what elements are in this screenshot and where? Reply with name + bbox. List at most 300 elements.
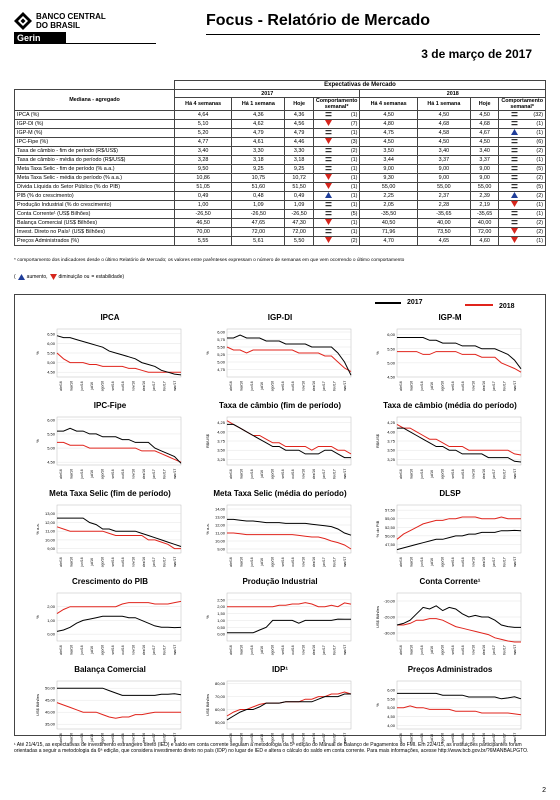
y-tick-label: 9,00 [47,546,55,552]
x-tick-label: out/16 [121,469,126,479]
x-tick-label: jun/16 [419,645,424,655]
x-tick-label: fev/17 [332,557,337,567]
plot-frame [227,593,351,641]
chart-plot [205,325,355,393]
x-tick-label: jul/16 [90,381,95,391]
chart-9 [35,577,185,657]
y-tick-label: 5,50 [217,344,225,350]
chart-plot [375,413,525,481]
y-tick-label: 0,00 [217,631,225,637]
down-triangle-icon [325,183,332,189]
x-tick-label: fev/17 [332,381,337,391]
y-tick-label: 4,00 [217,429,225,435]
x-tick-label: mar/17 [342,468,347,480]
weeks-count: (5) [529,183,545,192]
weeks-count: (1) [344,174,360,183]
x-tick-label: jan/17 [152,557,157,567]
trend-cell [313,129,343,138]
x-tick-label: abr/16 [59,557,64,567]
x-tick-label: dez/16 [141,380,146,392]
trend-cell [313,174,343,183]
series-2017-line [397,428,521,462]
x-tick-label: ago/16 [440,732,445,744]
x-tick-label: jan/17 [152,645,157,655]
value-cell: 0,48 [232,192,285,201]
y-tick-label: 5,00 [387,705,395,711]
x-tick-label: jan/17 [322,381,327,391]
report-date: 3 de março de 2017 [421,47,532,61]
x-tick-label: out/16 [461,469,466,479]
x-tick-label: abr/16 [399,733,404,743]
trend-cell [313,111,343,120]
weeks-count: (1) [344,183,360,192]
value-cell: 10,72 [285,174,313,183]
x-tick-label: fev/17 [502,469,507,479]
y-axis-label: % [205,351,210,355]
y-tick-label: 52,50 [384,524,395,530]
row-label: Produção Industrial (% do crescimento) [15,201,175,210]
table-row [15,174,546,183]
trend-cell [313,138,343,147]
legend-eq: = estabilidade) [91,274,125,280]
x-tick-label: jun/16 [419,469,424,479]
x-tick-label: out/16 [291,733,296,743]
x-tick-label: set/16 [450,645,455,655]
series-2017-line [227,694,351,720]
x-tick-label: jun/16 [79,469,84,479]
series-legend-lines [365,299,545,313]
y-tick-label: 10,00 [214,538,225,544]
value-cell: 9,30 [360,174,417,183]
y-tick-label: 60,00 [214,707,225,713]
y-tick-label: 4,75 [217,367,225,372]
series-2017-line [57,336,181,375]
x-tick-label: mar/17 [512,644,517,656]
value-cell: 3,50 [360,147,417,156]
y-tick-label: 5,00 [47,445,55,451]
x-tick-label: dez/16 [311,380,316,392]
value-cell: 71,96 [360,228,417,237]
y-axis-label: % [35,351,40,355]
chart-11 [375,577,525,657]
table-row [15,156,546,165]
y-tick-label: 2,00 [217,604,225,610]
page-title: Focus - Relatório de Mercado [206,12,431,29]
trend-cell [499,192,529,201]
value-cell: 1,00 [175,201,232,210]
x-tick-label: jun/16 [249,381,254,391]
x-tick-label: jan/17 [492,381,497,391]
x-tick-label: abr/16 [229,469,234,479]
equal-icon [511,219,518,225]
x-tick-label: jan/17 [492,469,497,479]
x-tick-label: abr/16 [399,645,404,655]
column-header-2017-2: Hoje [285,98,313,111]
x-tick-label: jan/17 [492,733,497,743]
value-cell: 9,00 [470,165,498,174]
y-tick-label: 13,00 [214,514,225,520]
trend-cell [313,120,343,129]
x-tick-label: out/16 [291,469,296,479]
table-row [15,219,546,228]
chart-plot [35,589,185,657]
chart-plot [375,325,525,393]
series-2017-line [397,530,521,549]
table-row [15,201,546,210]
value-cell: 1,09 [232,201,285,210]
value-cell: 3,30 [285,147,313,156]
y-tick-label: 5,50 [47,431,55,437]
x-tick-label: nov/16 [131,468,136,480]
weeks-count: (32) [529,111,545,120]
y-tick-label: 2,50 [217,597,225,603]
chart-8 [375,489,525,569]
series-2017-line [57,428,181,463]
value-cell: 3,30 [232,147,285,156]
x-tick-label: fev/17 [502,557,507,567]
row-label: IPC-Fipe (%) [15,138,175,147]
y-tick-label: 0,00 [47,631,55,637]
row-label: Preços Administrados (%) [15,237,175,246]
x-tick-label: jun/16 [249,645,254,655]
series-2017-line [57,688,181,695]
y-tick-label: 40,00 [44,709,55,715]
x-tick-label: jan/17 [492,645,497,655]
weeks-count: (2) [344,237,360,246]
trend-cell [499,174,529,183]
x-tick-label: set/16 [450,469,455,479]
value-cell: 4,50 [417,138,470,147]
x-tick-label: mar/17 [342,380,347,392]
x-tick-label: mar/17 [512,556,517,568]
x-tick-label: nov/16 [301,380,306,392]
series-2018-line [57,601,181,613]
plot-frame [57,505,181,553]
y-axis-label: % a.a. [205,523,210,535]
x-tick-label: mar/17 [512,380,517,392]
x-tick-label: dez/16 [481,644,486,656]
weeks-count: (2) [529,174,545,183]
x-tick-label: jun/16 [419,381,424,391]
row-label: Meta Taxa Selic - fim de período (% a.a.) [15,165,175,174]
value-cell: 4,70 [360,237,417,246]
x-tick-label: mai/16 [239,380,244,392]
x-tick-label: nov/16 [471,556,476,568]
y-tick-label: 13,00 [44,511,55,517]
chart-title: IDP¹ [272,665,288,674]
x-tick-label: set/16 [450,557,455,567]
x-tick-label: dez/16 [481,380,486,392]
chart-title: Taxa de câmbio (fim de período) [218,401,342,410]
value-cell: 72,00 [232,228,285,237]
chart-plot [375,501,525,569]
y-tick-label: 1,00 [47,617,55,623]
series-2018-line [227,603,351,607]
y-tick-label: 3,75 [217,438,225,444]
value-cell: 72,00 [285,228,313,237]
y-tick-label: -30,00 [383,630,395,636]
y-tick-label: 4,50 [47,369,55,375]
column-header-2017-1: Há 1 semana [232,98,285,111]
chart-title: Meta Taxa Selic (média do período) [213,489,347,498]
x-tick-label: mai/16 [239,644,244,656]
down-triangle-icon [325,138,332,144]
x-tick-label: out/16 [121,557,126,567]
chart-plot [35,325,185,393]
column-header-2018-1: Há 1 semana [417,98,470,111]
value-cell: 72,00 [470,228,498,237]
y-tick-label: 6,00 [217,329,225,335]
row-label: Taxa de câmbio - média do período (R$/US$) [15,156,175,165]
value-cell: 3,18 [285,156,313,165]
value-cell: 5,20 [175,129,232,138]
value-cell: 40,00 [470,219,498,228]
trend-cell [313,201,343,210]
x-tick-label: out/16 [461,381,466,391]
x-tick-label: abr/16 [229,381,234,391]
x-tick-label: ago/16 [100,468,105,480]
equal-icon [325,147,332,153]
value-cell: 0,49 [175,192,232,201]
y-tick-label: 5,50 [47,350,55,356]
x-tick-label: dez/16 [141,468,146,480]
x-tick-label: nov/16 [471,380,476,392]
value-cell: -26,50 [285,210,313,219]
column-header-2017-3: Comportamento semanal* [313,98,360,111]
weeks-count: (1) [344,192,360,201]
down-triangle-icon [50,274,57,280]
value-cell: 3,18 [232,156,285,165]
x-tick-label: mar/17 [172,732,177,744]
y-tick-label: 35,00 [44,721,55,727]
y-tick-label: 5,00 [47,360,55,366]
y-tick-label: 5,00 [387,360,395,366]
y-tick-label: 4,50 [47,459,55,465]
trend-cell [313,192,343,201]
x-tick-label: fev/17 [332,645,337,655]
equal-icon [511,165,518,171]
chart-title: Conta Corrente¹ [419,577,481,586]
x-tick-label: set/16 [280,645,285,655]
x-tick-label: jul/16 [430,381,435,391]
x-tick-label: jul/16 [90,469,95,479]
table-row [15,120,546,129]
value-cell: 4,75 [360,129,417,138]
table-row [15,228,546,237]
up-triangle-icon [511,192,518,198]
y-tick-label: 4,00 [387,429,395,435]
x-tick-label: out/16 [461,557,466,567]
x-tick-label: fev/17 [332,733,337,743]
x-tick-label: out/16 [461,733,466,743]
x-tick-label: fev/17 [502,733,507,743]
value-cell: 73,50 [417,228,470,237]
value-cell: 5,50 [285,237,313,246]
weeks-count: (1) [529,201,545,210]
x-tick-label: jun/16 [79,557,84,567]
x-tick-label: out/16 [121,645,126,655]
x-tick-label: abr/16 [59,381,64,391]
trend-cell [499,210,529,219]
chart-2 [375,313,525,393]
x-tick-label: abr/16 [399,381,404,391]
chart-6 [35,489,185,569]
table-row [15,147,546,156]
y-tick-label: 6,00 [387,332,395,338]
trend-cell [313,156,343,165]
y-tick-label: 0,50 [217,624,225,630]
x-tick-label: set/16 [110,381,115,391]
chart-10 [205,577,355,657]
value-cell: -35,50 [360,210,417,219]
equal-icon [511,183,518,189]
chart-title: Crescimento do PIB [71,577,148,586]
trend-cell [499,147,529,156]
y-tick-label: 50,00 [44,685,55,691]
chart-plot [205,677,355,745]
row-label: IGP-DI (%) [15,120,175,129]
x-tick-label: mai/16 [69,732,74,744]
equal-icon [325,210,332,216]
value-cell: 70,00 [175,228,232,237]
table-body [15,111,546,246]
x-tick-label: mar/17 [512,468,517,480]
page-number: 2 [542,787,546,794]
plot-frame [57,593,181,641]
chart-title: Preços Administrados [407,665,493,674]
trend-cell [499,111,529,120]
trend-cell [313,210,343,219]
chart-4 [205,401,355,481]
bank-emblem-icon [14,12,32,30]
row-label: PIB (% do crescimento) [15,192,175,201]
x-tick-label: jul/16 [430,645,435,655]
value-cell: 4,46 [285,138,313,147]
value-cell: 0,49 [285,192,313,201]
x-tick-label: jun/16 [249,557,254,567]
trend-cell [499,120,529,129]
value-cell: 9,00 [470,174,498,183]
x-tick-label: ago/16 [270,380,275,392]
series-2018-line [227,347,351,372]
column-header-2017-0: Há 4 semanas [175,98,232,111]
y-axis-label: R$/US$ [375,433,380,449]
x-tick-label: ago/16 [270,732,275,744]
trend-cell [313,237,343,246]
x-tick-label: set/16 [110,733,115,743]
x-tick-label: jun/16 [79,645,84,655]
value-cell: 4,79 [285,129,313,138]
x-tick-label: nov/16 [131,644,136,656]
table-row [15,138,546,147]
weeks-count: (2) [529,147,545,156]
series-2018-line [227,421,351,454]
x-tick-label: jul/16 [260,733,265,743]
legend-up: aumento, [26,274,48,280]
series-2017-line [57,616,181,631]
value-cell: 4,56 [285,120,313,129]
x-tick-label: dez/16 [311,556,316,568]
bank-name-line2: DO BRASIL [36,21,80,30]
x-tick-label: set/16 [110,645,115,655]
x-tick-label: dez/16 [481,732,486,744]
x-tick-label: ago/16 [100,732,105,744]
chart-plot [205,501,355,569]
chart-title: IGP-DI [267,313,293,322]
x-tick-label: mai/16 [69,468,74,480]
equal-icon [511,147,518,153]
x-tick-label: mai/16 [69,380,74,392]
x-tick-label: out/16 [461,645,466,655]
x-tick-label: nov/16 [131,732,136,744]
weeks-count: (1) [344,201,360,210]
x-tick-label: abr/16 [59,733,64,743]
y-tick-label: 5,25 [217,352,225,357]
column-header-2018-0: Há 4 semanas [360,98,417,111]
chart-plot [205,413,355,481]
value-cell: -26,50 [175,210,232,219]
chart-title: DLSP [439,489,461,498]
y-tick-label: 12,00 [44,519,55,525]
x-tick-label: nov/16 [471,644,476,656]
x-tick-label: jul/16 [260,557,265,567]
x-tick-label: nov/16 [131,380,136,392]
table-row [15,165,546,174]
weeks-count: (1) [529,210,545,219]
up-triangle-icon [325,192,332,198]
x-tick-label: ago/16 [440,556,445,568]
table-row [15,129,546,138]
up-triangle-icon [18,274,25,280]
x-tick-label: dez/16 [481,468,486,480]
x-tick-label: mai/16 [239,468,244,480]
y-tick-label: 5,50 [387,696,395,702]
table-note: * comportamento dos indicadores desde o último Relatório de Mercado; os valores entre parênteses expressam o número de semanas em que vem ocorrendo o último comportamento [14,258,405,263]
x-tick-label: mai/16 [239,732,244,744]
y-tick-label: 2,00 [47,604,55,610]
x-tick-label: dez/16 [481,556,486,568]
x-tick-label: jun/16 [249,469,254,479]
x-tick-label: ago/16 [270,468,275,480]
value-cell: 4,77 [175,138,232,147]
value-cell: 3,37 [417,156,470,165]
value-cell: -35,65 [417,210,470,219]
x-tick-label: fev/17 [162,733,167,743]
value-cell: 9,00 [417,174,470,183]
x-tick-label: jan/17 [322,645,327,655]
title-rule [206,34,540,35]
x-tick-label: dez/16 [141,556,146,568]
weeks-count: (1) [344,111,360,120]
value-cell: 55,00 [417,183,470,192]
x-tick-label: mai/16 [69,556,74,568]
value-cell: 4,80 [360,120,417,129]
weeks-count: (1) [344,228,360,237]
x-tick-label: set/16 [280,381,285,391]
x-tick-label: jun/16 [79,381,84,391]
x-tick-label: fev/17 [162,645,167,655]
department-rule [66,43,156,44]
weeks-count: (6) [529,138,545,147]
y-tick-label: 3,50 [387,447,395,453]
x-tick-label: jun/16 [419,557,424,567]
down-triangle-icon [325,237,332,243]
y-tick-label: 5,00 [217,359,225,365]
y-tick-label: -10,00 [383,598,395,604]
value-cell: 3,37 [470,156,498,165]
table-title: Expectativas de Mercado [175,81,546,90]
value-cell: 4,50 [470,138,498,147]
